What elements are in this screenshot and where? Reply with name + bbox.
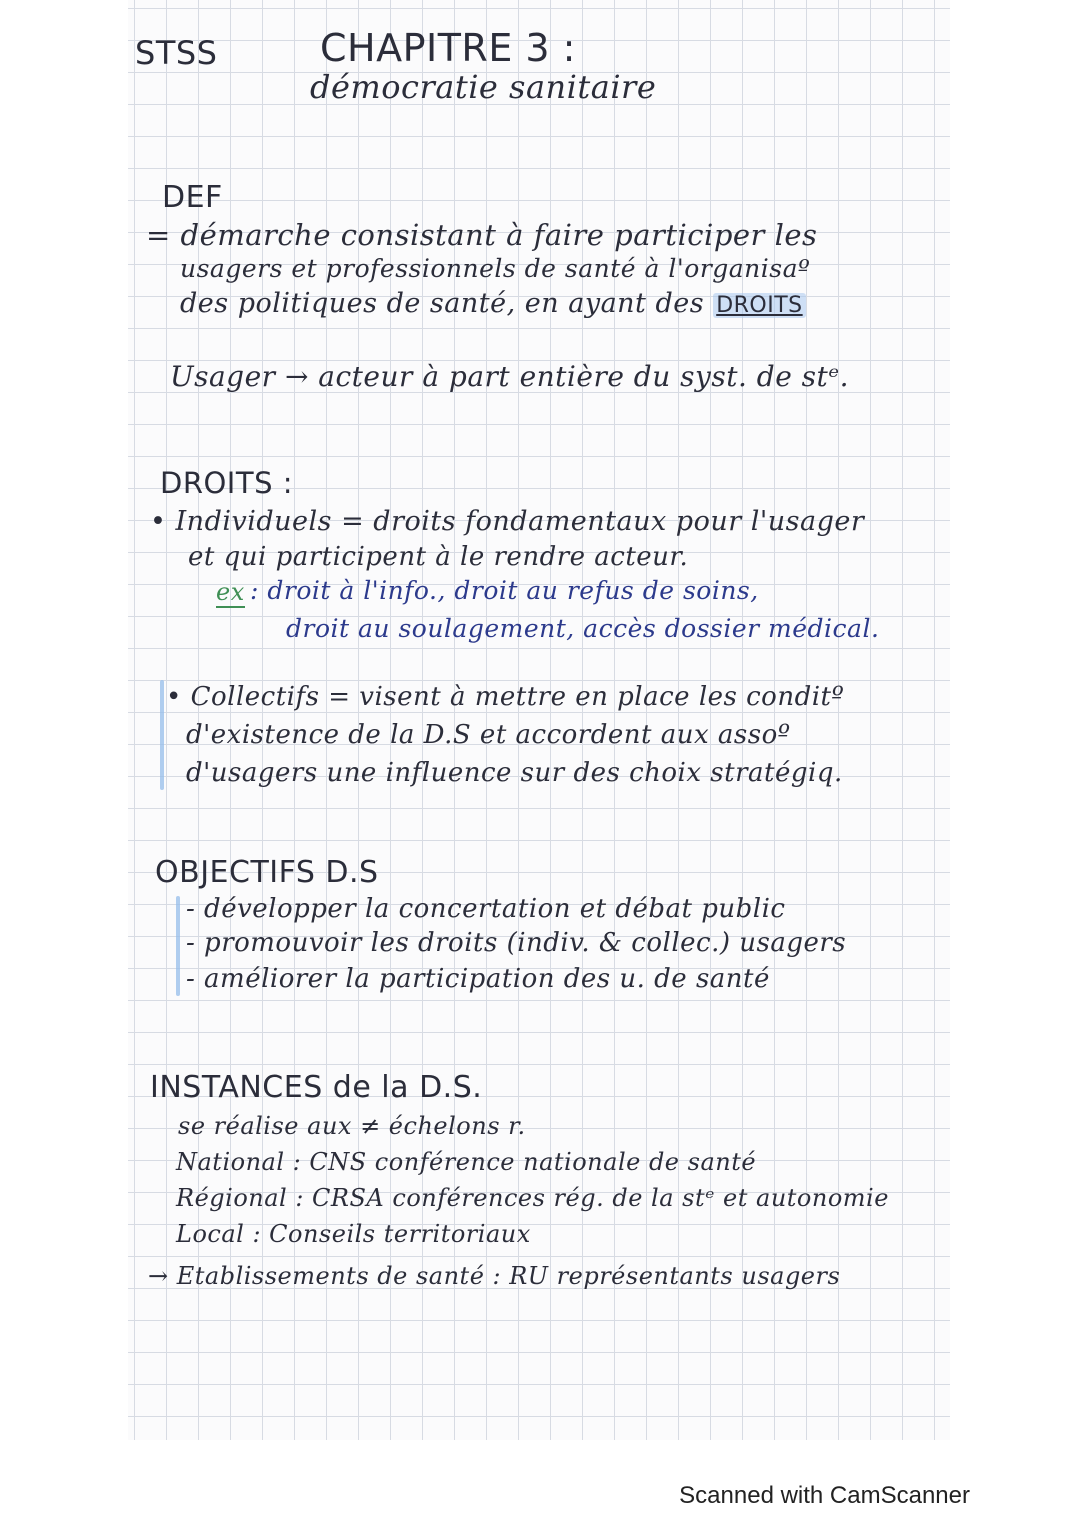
usager-note: Usager → acteur à part entière du syst. de stᵉ. <box>170 360 850 393</box>
collectifs-margin-mark <box>160 680 164 790</box>
example-label: ex <box>216 578 245 606</box>
objectifs-heading: OBJECTIFS D.S <box>155 855 379 890</box>
objectifs-margin-mark <box>176 896 180 996</box>
droits-heading: DROITS : <box>160 466 293 500</box>
course-label: STSS <box>135 34 218 72</box>
droits-highlight: DROITS <box>713 293 805 318</box>
instance-local: Local : Conseils territoriaux <box>176 1220 531 1248</box>
example-line-2: droit au soulagement, accès dossier médical. <box>286 614 880 643</box>
individuels-line-1: • Individuels = droits fondamentaux pour l'usager <box>150 506 865 537</box>
objectif-item-1: - développer la concertation et débat public <box>186 894 786 924</box>
scanner-watermark: Scanned with CamScanner <box>679 1482 970 1509</box>
objectif-item-3: - améliorer la participation des u. de santé <box>186 964 770 994</box>
instances-heading: INSTANCES de la D.S. <box>150 1070 483 1105</box>
collectifs-line-2: d'existence de la D.S et accordent aux assoº <box>186 720 791 750</box>
instance-regional: Régional : CRSA conférences rég. de la stᵉ et autonomie <box>176 1184 889 1212</box>
definition-heading: DEF <box>162 180 223 215</box>
objectif-item-2: - promouvoir les droits (indiv. & collec.) usagers <box>186 928 847 958</box>
definition-line-3 <box>180 288 806 319</box>
collectifs-line-1: • Collectifs = visent à mettre en place les conditº <box>166 682 845 712</box>
definition-line-1: = démarche consistant à faire participer les <box>146 218 818 252</box>
definition-line-3-text: des politiques de santé, en ayant des <box>180 288 705 319</box>
chapter-subtitle: démocratie sanitaire <box>310 68 657 106</box>
collectifs-line-3: d'usagers une influence sur des choix stratégiq. <box>186 758 843 788</box>
chapter-title: CHAPITRE 3 : <box>320 26 576 70</box>
instances-intro: se réalise aux ≠ échelons r. <box>178 1112 526 1140</box>
instance-national: National : CNS conférence nationale de santé <box>176 1148 757 1176</box>
instance-etablissements: → Etablissements de santé : RU représentants usagers <box>148 1262 841 1290</box>
definition-line-2: usagers et professionnels de santé à l'organisaº <box>180 254 811 283</box>
individuels-line-2: et qui participent à le rendre acteur. <box>188 542 689 572</box>
example-line-1: : droit à l'info., droit au refus de soins, <box>250 576 759 605</box>
